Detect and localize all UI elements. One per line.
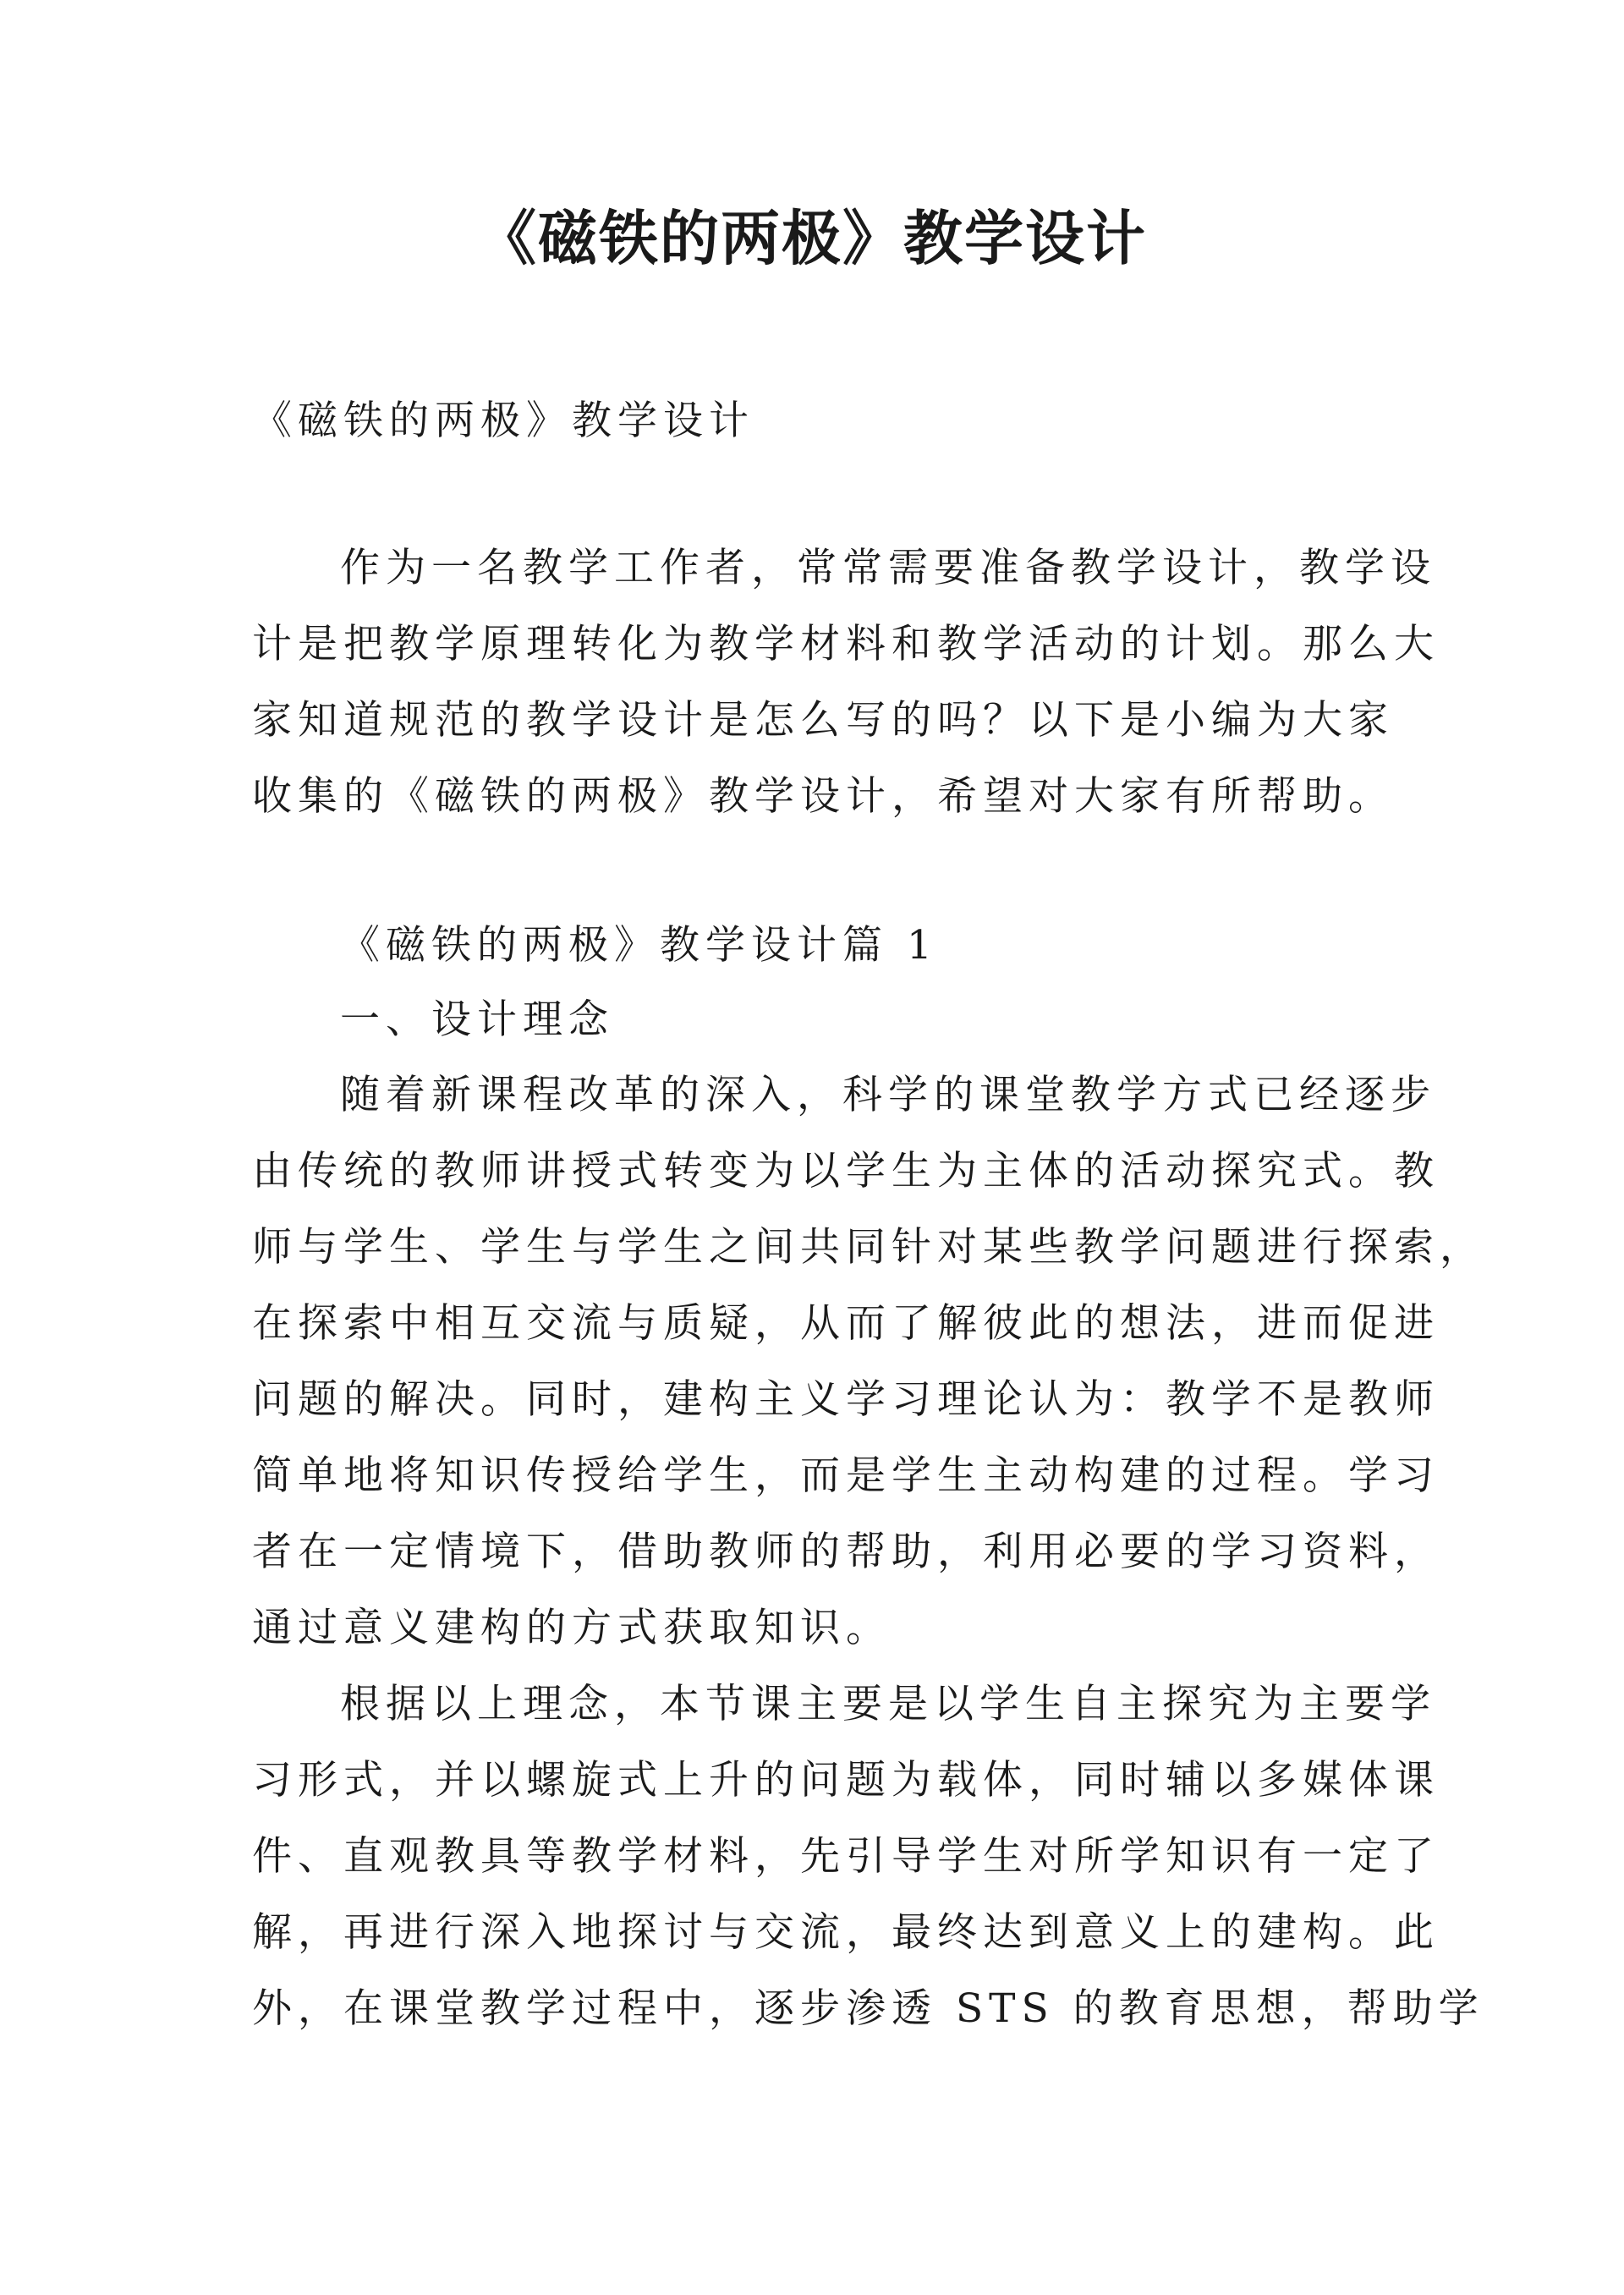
paragraph-line: 解，再进行深入地探讨与交流，最终达到意义上的建构。此 bbox=[252, 1909, 1440, 1956]
paragraph-line: 在探索中相互交流与质疑，从而了解彼此的想法，进而促进 bbox=[252, 1300, 1440, 1347]
paragraph-line: 件、直观教具等教学材料，先引导学生对所学知识有一定了 bbox=[252, 1833, 1440, 1880]
paragraph-line: 通过意义建构的方式获取知识。 bbox=[252, 1605, 892, 1651]
paragraph-line: 习形式，并以螺旋式上升的问题为载体，同时辅以多媒体课 bbox=[252, 1757, 1440, 1804]
intro-line: 家知道规范的教学设计是怎么写的吗？以下是小编为大家 bbox=[252, 697, 1394, 744]
paragraph-line: 外，在课堂教学过程中，逐步渗透 STS 的教育思想，帮助学 bbox=[252, 1985, 1484, 2032]
paragraph-line: 简单地将知识传授给学生，而是学生主动构建的过程。学习 bbox=[252, 1452, 1440, 1499]
paragraph-line: 问题的解决。同时，建构主义学习理论认为：教学不是教师 bbox=[252, 1376, 1440, 1423]
section-heading: 《磁铁的两极》教学设计篇 1 bbox=[340, 922, 938, 969]
paragraph-line: 者在一定情境下，借助教师的帮助，利用必要的学习资料， bbox=[252, 1529, 1440, 1575]
intro-line: 作为一名教学工作者，常常需要准备教学设计，教学设 bbox=[340, 545, 1436, 591]
document-subtitle: 《磁铁的两极》教学设计 bbox=[252, 398, 754, 444]
intro-line: 计是把教学原理转化为教学材料和教学活动的计划。那么大 bbox=[252, 621, 1440, 667]
intro-line: 收集的《磁铁的两极》教学设计，希望对大家有所帮助。 bbox=[252, 773, 1394, 820]
paragraph-line: 根据以上理念，本节课主要是以学生自主探究为主要学 bbox=[340, 1681, 1436, 1727]
document-title: 《磁铁的两极》教学设计 bbox=[477, 203, 1147, 273]
paragraph-line: 师与学生、学生与学生之间共同针对某些教学问题进行探索， bbox=[252, 1224, 1485, 1271]
part-heading: 一、设计理念 bbox=[340, 997, 614, 1043]
paragraph-line: 随着新课程改革的深入，科学的课堂教学方式已经逐步 bbox=[340, 1072, 1436, 1118]
paragraph-line: 由传统的教师讲授式转变为以学生为主体的活动探究式。教 bbox=[252, 1148, 1440, 1194]
